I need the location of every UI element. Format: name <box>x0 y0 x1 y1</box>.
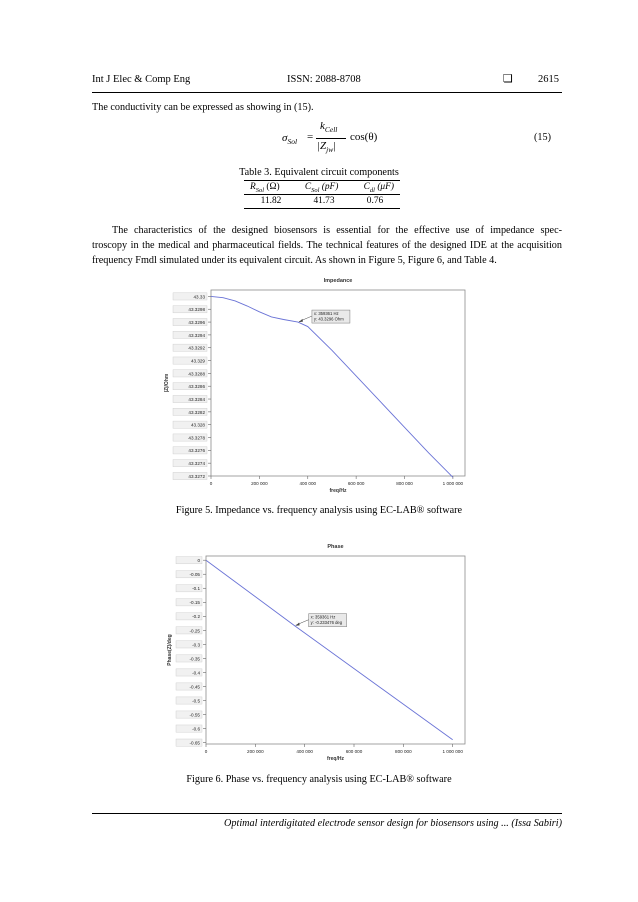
y-axis-label: Phase(Z)/deg <box>167 634 173 666</box>
y-tick-label: 43.3292 <box>188 345 205 351</box>
y-tick-label: -0.65 <box>189 740 200 746</box>
running-head-issn: ISSN: 2088-8708 <box>287 74 361 85</box>
y-axis-label: |Z|/Ohm <box>164 373 170 393</box>
table3-header-cdl: $C_{dl}$ (μF) <box>363 182 394 194</box>
x-tick-label: 600 000 <box>345 749 363 754</box>
table3-header-row <box>244 181 400 194</box>
table3-cell: 0.76 <box>366 196 384 206</box>
figure6-caption: Figure 6. Phase vs. frequency analysis using EC-LAB® software <box>186 774 452 785</box>
paragraph-line-2: troscopy in the medical and pharmaceutical fields. The technical features of the designed IDE at the acquisition <box>92 240 562 251</box>
paragraph-line-1: The characteristics of the designed biosensors is essential for the effective use of impedance spec- <box>112 225 562 236</box>
y-tick-label: 43.3274 <box>188 461 205 467</box>
table3-header-rsol: $R_{Sol}$ (Ω) <box>250 182 280 194</box>
running-head-journal: Int J Elec & Comp Eng <box>92 74 191 85</box>
box-icon: ❏ <box>503 73 513 85</box>
paragraph-line-3: frequency Fmdl simulated under its equivalent circuit. As shown in Figure 5, Figure 6, and Table 4. <box>92 255 497 266</box>
chart-title: Impedance <box>323 278 353 284</box>
annotation-line-1: x: 359361 Hz <box>313 311 339 317</box>
x-tick-label: 200 000 <box>251 481 268 486</box>
y-tick-label: -0.3 <box>192 642 200 648</box>
x-tick-label: 400 000 <box>299 481 317 486</box>
x-tick-label: 800 000 <box>396 481 413 486</box>
eq-num-sub: Cell <box>324 125 338 135</box>
figure5-caption: Figure 5. Impedance vs. frequency analysis using EC-LAB® software <box>175 505 463 516</box>
equation-number: (15) <box>534 132 551 143</box>
y-tick-label: 43.3294 <box>188 332 205 338</box>
x-axis-label: freq/Hz <box>329 488 347 494</box>
annotation-line-2: y: -0.233476 deg <box>310 620 343 626</box>
annotation-line-1: x: 359361 Hz <box>310 614 336 620</box>
y-tick-label: 43.3282 <box>188 409 205 415</box>
header-rule <box>92 92 562 93</box>
x-tick-label: 800 000 <box>395 749 412 754</box>
page-number: 2615 <box>538 74 559 85</box>
eq-num-symbol: k <box>320 120 325 132</box>
y-tick-label: 43.33 <box>193 294 205 300</box>
table3-bottom-rule <box>244 208 400 209</box>
y-tick-label: -0.1 <box>192 586 200 592</box>
intro-sentence: The conductivity can be expressed as showing in (15). <box>92 102 314 113</box>
eq-cos: cos(θ) <box>350 131 378 143</box>
x-tick-label: 1 000 000 <box>442 749 463 754</box>
eq-den-symbol: |Z <box>317 140 327 152</box>
y-tick-label: -0.15 <box>189 600 200 606</box>
table3 <box>244 180 400 209</box>
footer-text: Optimal interdigitated electrode sensor design for biosensors using ... (Issa Sabiri) <box>224 818 562 829</box>
x-tick-label: 200 000 <box>247 749 264 754</box>
y-tick-label: 43.3278 <box>188 435 205 441</box>
eq-den-sub: jw <box>326 145 334 155</box>
y-tick-label: -0.25 <box>189 628 200 634</box>
y-tick-label: -0.6 <box>192 726 200 732</box>
x-tick-label: 400 000 <box>296 749 313 754</box>
y-tick-label: 43.3298 <box>188 307 205 313</box>
y-tick-label: 43.328 <box>190 422 205 428</box>
x-tick-label: 600 000 <box>347 481 365 486</box>
table3-cell: 11.82 <box>260 196 282 206</box>
eq-fraction-bar <box>316 138 346 139</box>
y-tick-label: -0.4 <box>192 670 200 676</box>
chart-title: Phase <box>327 544 344 550</box>
x-tick-label: 0 <box>209 481 213 486</box>
table3-header-csol: $C_{Sol}$ (pF) <box>304 182 339 194</box>
plot-frame <box>206 556 465 744</box>
phase-chart <box>167 536 470 768</box>
y-tick-label: -0.5 <box>192 698 200 704</box>
y-tick-label: 43.3286 <box>188 384 205 390</box>
y-tick-label: -0.55 <box>189 712 200 718</box>
y-tick-label: 43.3276 <box>188 448 205 454</box>
y-tick-label: 43.329 <box>190 358 205 364</box>
y-tick-label: 43.3284 <box>188 396 205 402</box>
x-tick-label: 0 <box>204 749 208 754</box>
table3-value-row <box>244 195 400 208</box>
y-tick-label: 43.3272 <box>188 473 205 479</box>
eq-den-close: | <box>333 140 336 152</box>
y-tick-label: 43.3288 <box>188 371 205 377</box>
y-tick-label: -0.05 <box>189 572 200 578</box>
y-tick-label: -0.35 <box>189 656 200 662</box>
y-tick-label: -0.2 <box>192 614 200 620</box>
annotation-line-2: y: 43.3296 Ohm <box>313 316 344 322</box>
footer-rule <box>92 813 562 814</box>
y-tick-label: -0.45 <box>189 684 200 690</box>
x-axis-label: freq/Hz <box>327 756 344 762</box>
table3-caption: Table 3. Equivalent circuit components <box>239 167 399 178</box>
table3-cell: 41.73 <box>313 196 335 206</box>
equation-15: $\sigma_{Sol}$ = $k_{Cell}$ $|Z_{jw}|$ cos(θ) <box>282 120 378 155</box>
eq-lhs-symbol: σ <box>282 132 288 144</box>
y-tick-label: 43.3296 <box>188 319 205 325</box>
impedance-chart <box>165 268 470 498</box>
eq-lhs-sub: Sol <box>287 137 298 147</box>
y-tick-label: 0 <box>197 558 200 564</box>
x-tick-label: 1 000 000 <box>442 481 464 486</box>
